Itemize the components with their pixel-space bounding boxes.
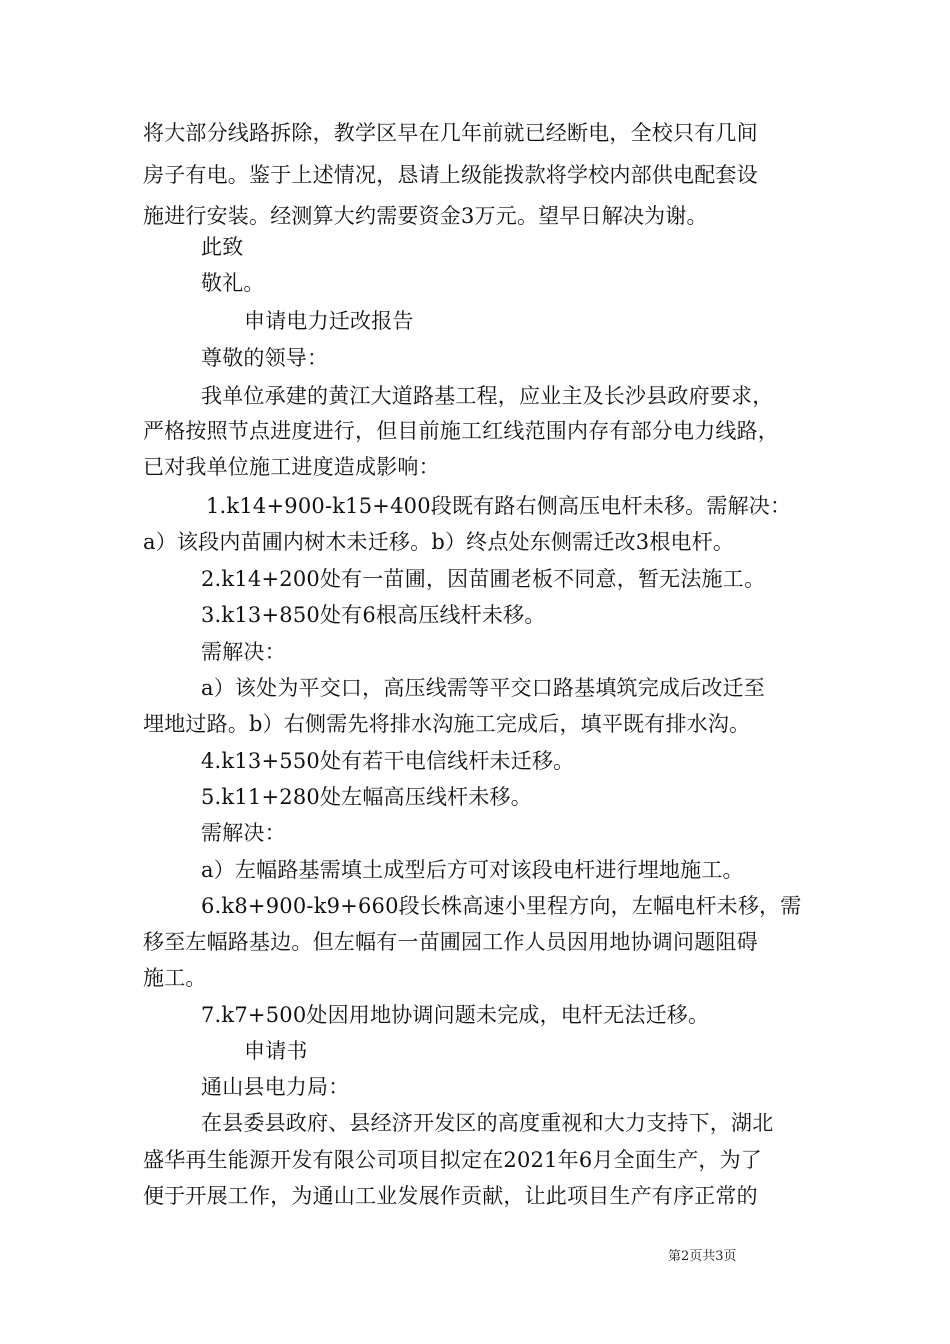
paragraph-line: a）该处为平交口，高压线需等平交口路基填筑完成后改迁至: [201, 676, 765, 700]
list-item: 7.k7+500处因用地协调问题未完成，电杆无法迁移。: [201, 1003, 710, 1027]
list-item-continuation: a）该段内苗圃内树木未迁移。b）终点处东侧需迁改3根电杆。: [143, 530, 735, 554]
paragraph-line: 施工。: [143, 966, 207, 990]
subheading: 需解决：: [201, 821, 286, 845]
paragraph-line: 严格按照节点进度进行，但目前施工红线范围内存有部分电力线路，: [143, 419, 779, 443]
subheading: 需解决：: [201, 640, 286, 664]
list-item: 4.k13+550处有若干电信线杆未迁移。: [201, 749, 575, 773]
paragraph-line: 在县委县政府、县经济开发区的高度重视和大力支持下，湖北: [201, 1111, 774, 1135]
page-number: 第2页共3页: [668, 1249, 737, 1264]
paragraph-line: 盛华再生能源开发有限公司项目拟定在2021年6月全面生产，为了: [143, 1148, 763, 1172]
list-item: 5.k11+280处左幅高压线杆未移。: [201, 785, 532, 809]
list-item: 3.k13+850处有6根高压线杆未移。: [201, 603, 546, 627]
closing-salutation: 此致: [201, 235, 244, 259]
paragraph-line: 将大部分线路拆除，教学区早在几年前就已经断电，全校只有几间: [143, 121, 758, 145]
paragraph-line: a）左幅路基需填土成型后方可对该段电杆进行埋地施工。: [201, 858, 744, 882]
paragraph-line: 移至左幅路基边。但左幅有一苗圃园工作人员因用地协调问题阻碍: [143, 930, 758, 954]
list-item: 2.k14+200处有一苗圃，因苗圃老板不同意，暂无法施工。: [201, 567, 766, 591]
addressee: 尊敬的领导：: [201, 346, 329, 370]
list-item: 1.k14+900-k15+400段既有路右侧高压电杆未移。需解决：: [206, 494, 792, 518]
addressee: 通山县电力局：: [201, 1075, 350, 1099]
paragraph-line: 我单位承建的黄江大道路基工程，应业主及长沙县政府要求，: [201, 384, 774, 408]
section-title: 申请书: [244, 1039, 308, 1063]
paragraph-line: 已对我单位施工进度造成影响：: [143, 455, 440, 479]
paragraph-line: 施进行安装。经测算大约需要资金3万元。望早日解决为谢。: [143, 204, 708, 228]
closing-respect: 敬礼。: [201, 271, 265, 295]
section-title: 申请电力迁改报告: [244, 309, 414, 333]
paragraph-line: 房子有电。鉴于上述情况，恳请上级能拨款将学校内部供电配套设: [143, 163, 758, 187]
paragraph-line: 埋地过路。b）右侧需先将排水沟施工完成后，填平既有排水沟。: [143, 712, 751, 736]
paragraph-line: 便于开展工作，为通山工业发展作贡献，让此项目生产有序正常的: [143, 1184, 758, 1208]
list-item: 6.k8+900-k9+660段长株高速小里程方向，左幅电杆未移，需: [201, 894, 802, 918]
